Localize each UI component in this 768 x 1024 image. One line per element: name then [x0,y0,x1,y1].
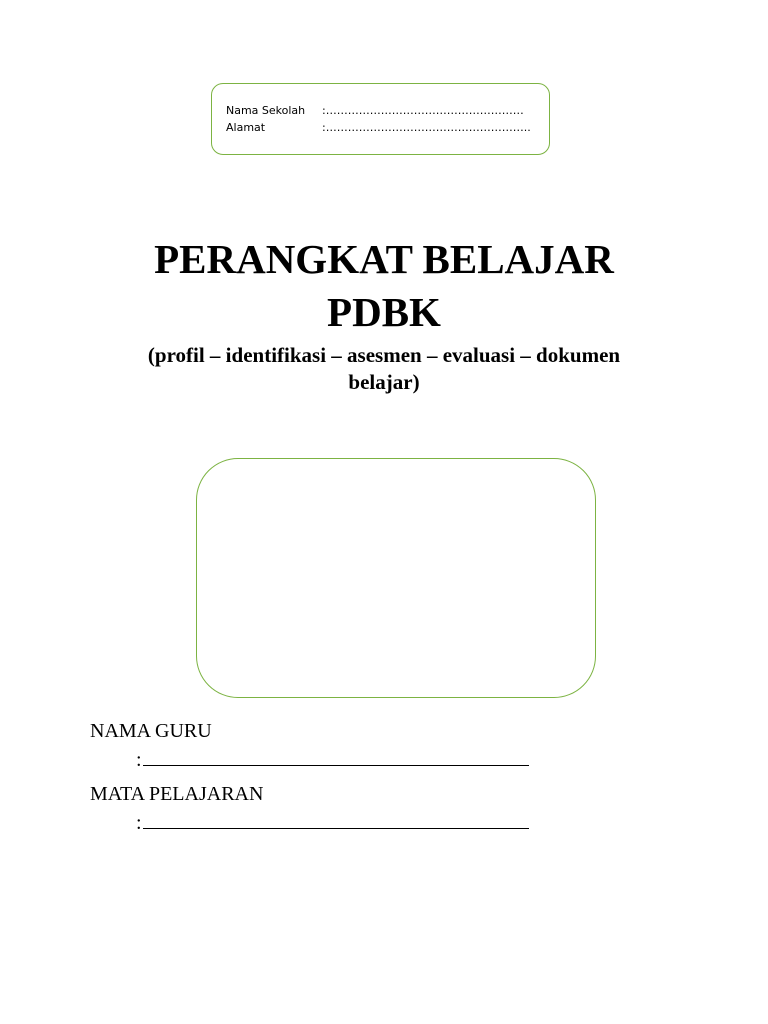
document-subtitle-line-1: (profil – identifikasi – asesmen – evaluasi – dokumen [147,343,621,367]
mata-pelajaran-label: MATA PELAJARAN [90,783,264,805]
photo-placeholder-box [196,458,596,698]
school-name-label: Nama Sekolah [226,104,306,117]
school-address-label: Alamat [226,121,266,134]
document-subtitle-line-2: belajar) [348,370,420,394]
school-name-value: :……………………………………………… [322,104,524,117]
mata-pelajaran-colon: : [136,812,142,834]
mata-pelajaran-field [136,811,529,835]
school-name-row [226,104,524,118]
document-title-line-1: PERANGKAT BELAJAR [154,236,614,282]
nama-guru-label: NAMA GURU [90,720,212,742]
nama-guru-blank-line [143,748,529,766]
mata-pelajaran-blank-line [143,811,529,829]
nama-guru-colon: : [136,749,142,771]
school-address-value: :……………………………………………….. [322,121,531,134]
document-title-line-2: PDBK [327,289,441,335]
school-info-box [211,83,550,155]
nama-guru-field [136,748,529,772]
school-address-row [226,121,531,135]
